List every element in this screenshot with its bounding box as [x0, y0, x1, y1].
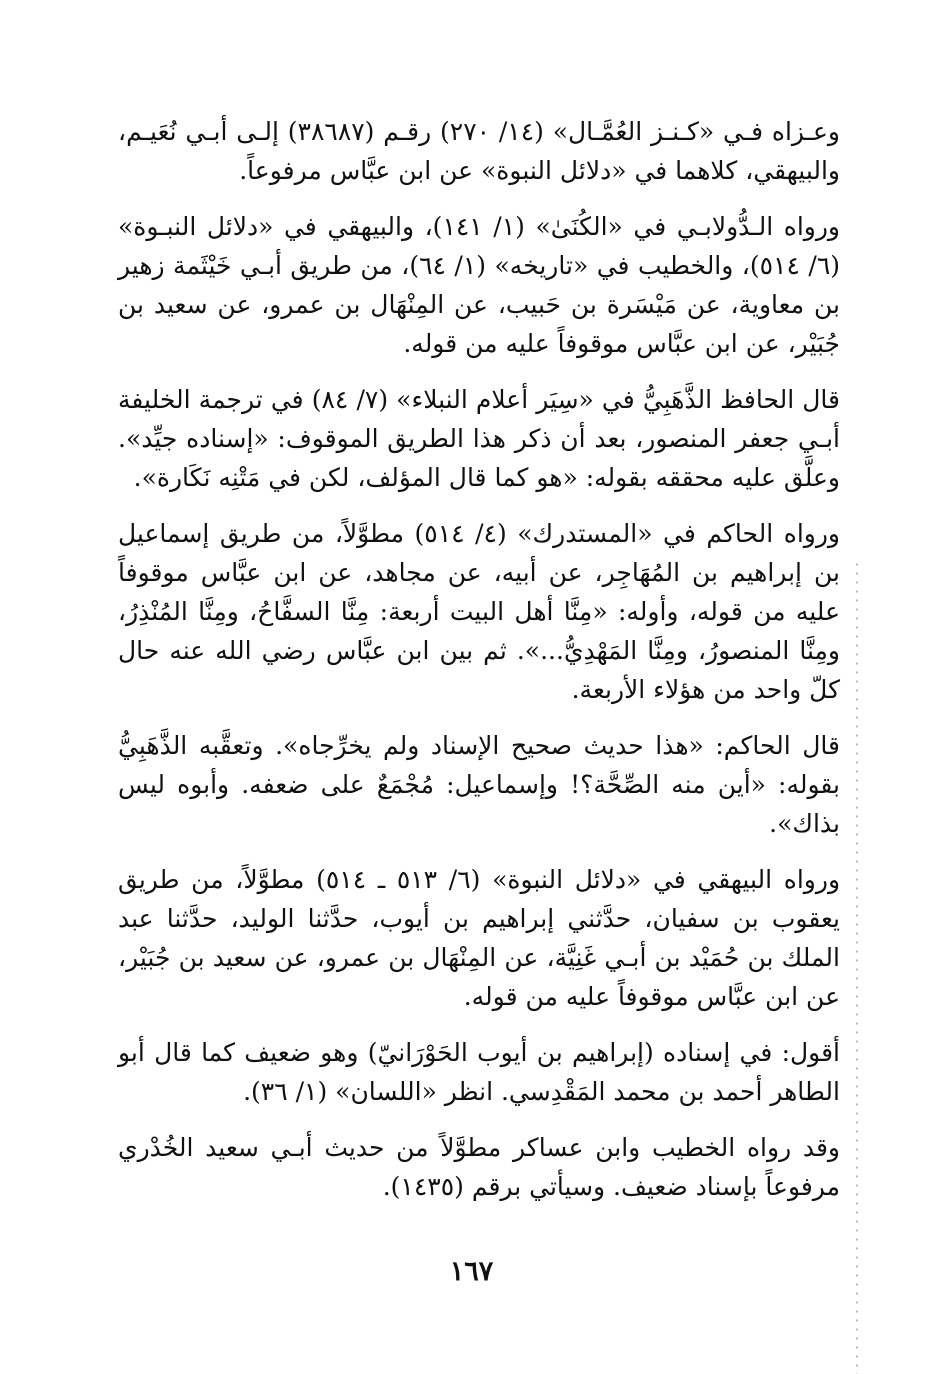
paragraph-6: ورواه البيهقي في «دلائل النبوة» (٦/ ٥١٣ ـ ٥١٤) مطوَّلاً، من طريق يعقوب بن سفيان، حدَّثني إبراهيم بن أيوب، حدَّثنا الوليد، حدَّثنا عبد الملك بن حُمَيْد بن أبـي غَنِيَّة، عن المِنْهَال بن عمرو، عن سعيد بن جُبَيْر، عن ابن عبَّاس موقوفاً عليه من قوله. [118, 865, 841, 1011]
scan-gutter-dots [855, 560, 859, 1374]
paragraph-2: ورواه الـدُّولابـي في «الكُنَىٰ» (١/ ١٤١)، والبيهقي في «دلائل النبـوة» (٦/ ٥١٤)، والخطيب في «تاريخه» (١/ ٦٤)، من طريق أبـي خَيْثَمة زهير بن معاوية، عن مَيْسَرة بن حَبيب، عن المِنْهَال بن عمرو، عن سعيد بن جُبَيْر، عن ابن عبَّاس موقوفاً عليه من قوله. [118, 212, 841, 358]
paragraph-8: وقد رواه الخطيب وابن عساكر مطوَّلاً من حديث أبـي سعيد الخُدْري مرفوعاً بإسناد ضعيف. وسيأتي برقم (١٤٣٥). [118, 1133, 840, 1201]
paragraph-4: ورواه الحاكم في «المستدرك» (٤/ ٥١٤) مطوَّلاً، من طريق إسماعيل بن إبراهيم بن المُهَاجِر، عن أبيه، عن مجاهد، عن ابن عبَّاس موقوفاً عليه من قوله، وأوله: «مِنَّا أهل البيت أربعة: مِنَّا السفَّاحُ، ومِنَّا المُنْذِرُ، ومِنَّا المنصورُ، ومِنَّا المَهْدِيُّ...». ثم بين ابن عبَّاس رضي الله عنه حال كلّ واحد من هؤلاء الأربعة. [118, 519, 840, 704]
page-number: ١٦٧ [449, 1256, 494, 1287]
paragraph-1: وعـزاه فـي «كـنـز العُمَّـال» (١٤/ ٢٧٠) رقـم (٣٨٦٨٧) إلـى أبـي نُعَيـم، والبيهقي، كلاهما في «دلائل النبوة» عن ابن عبَّاس مرفوعاً. [118, 117, 841, 185]
main-text [118, 112, 840, 1223]
paragraph-7: أقول: في إسناده (إبراهيم بن أيوب الحَوْرَانيّ) وهو ضعيف كما قال أبو الطاهر أحمد بن محمد المَقْدِسي. انظر «اللسان» (١/ ٣٦). [118, 1038, 840, 1106]
paragraph-3: قال الحافظ الذَّهَبِيُّ في «سِيَر أعلام النبلاء» (٧/ ٨٤) في ترجمة الخليفة أبـي جعفر المنصور، بعد أن ذكر هذا الطريق الموقوف: «إسناده جيِّد». وعلَّق عليه محققه بقوله: «هو كما قال المؤلف، لكن في مَتْنِه نَكَارة». [118, 385, 841, 492]
paragraph-5: قال الحاكم: «هذا حديث صحيح الإسناد ولم يخرِّجاه». وتعقَّبه الذَّهَبِيُّ بقوله: «أين منه الصِّحَّة؟! وإسماعيل: مُجْمَعٌ على ضعفه. وأبوه ليس بذاك». [118, 731, 840, 838]
